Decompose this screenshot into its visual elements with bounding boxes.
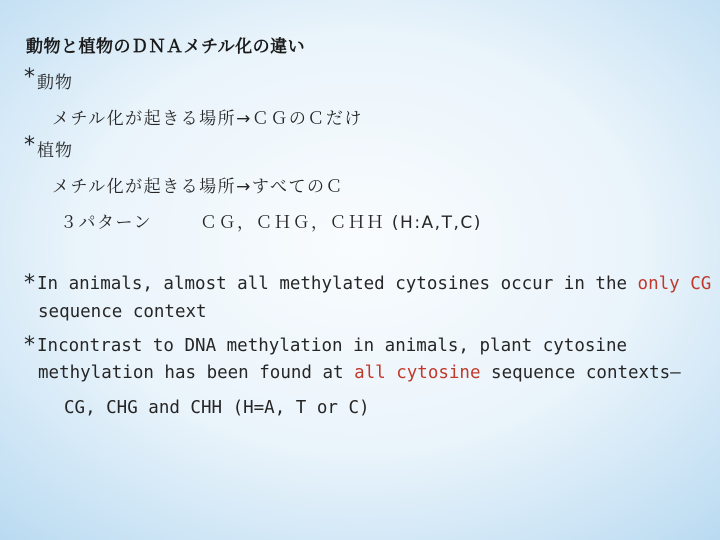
animal-heading: 動物 — [37, 73, 73, 93]
highlight-only-cg: only CG — [637, 274, 712, 294]
plant-methylation-site: メチル化が起きる場所→すべてのＣ — [52, 177, 345, 197]
plant-patterns-value: ＣＧ，ＣＨＧ，ＣＨＨ (H:A,T,C) — [200, 213, 482, 233]
en-plants-line-2 — [38, 363, 681, 383]
en-plants-text-a: methylation has been found at — [38, 363, 355, 383]
bullet-marker: * — [24, 333, 35, 358]
bullet-plant — [24, 133, 73, 161]
bullet-marker: * — [24, 133, 35, 158]
plant-patterns-label: ３パターン — [60, 213, 153, 233]
bullet-en-animals — [24, 271, 712, 296]
en-animals-text: In animals, almost all methylated cytosines occur in the — [37, 274, 638, 294]
bullet-marker: * — [24, 65, 35, 90]
en-animals-line-2: sequence context — [38, 302, 207, 322]
bullet-en-plants — [24, 333, 628, 358]
plant-heading: 植物 — [37, 141, 73, 161]
animal-methylation-site: メチル化が起きる場所→ＣＧのＣだけ — [52, 109, 363, 129]
en-plants-text-b: sequence contexts— — [480, 363, 681, 383]
highlight-all-cytosine: all cytosine — [354, 363, 481, 383]
slide-title: 動物と植物のＤＮＡメチル化の違い — [26, 37, 306, 57]
en-animals-line-1 — [37, 274, 711, 294]
bullet-marker: * — [24, 271, 35, 296]
en-plants-line-3: CG, CHG and CHH (H=A, T or C) — [64, 398, 370, 418]
bullet-animal — [24, 65, 73, 93]
en-plants-line-1: Incontrast to DNA methylation in animals, plant cytosine — [37, 336, 628, 356]
